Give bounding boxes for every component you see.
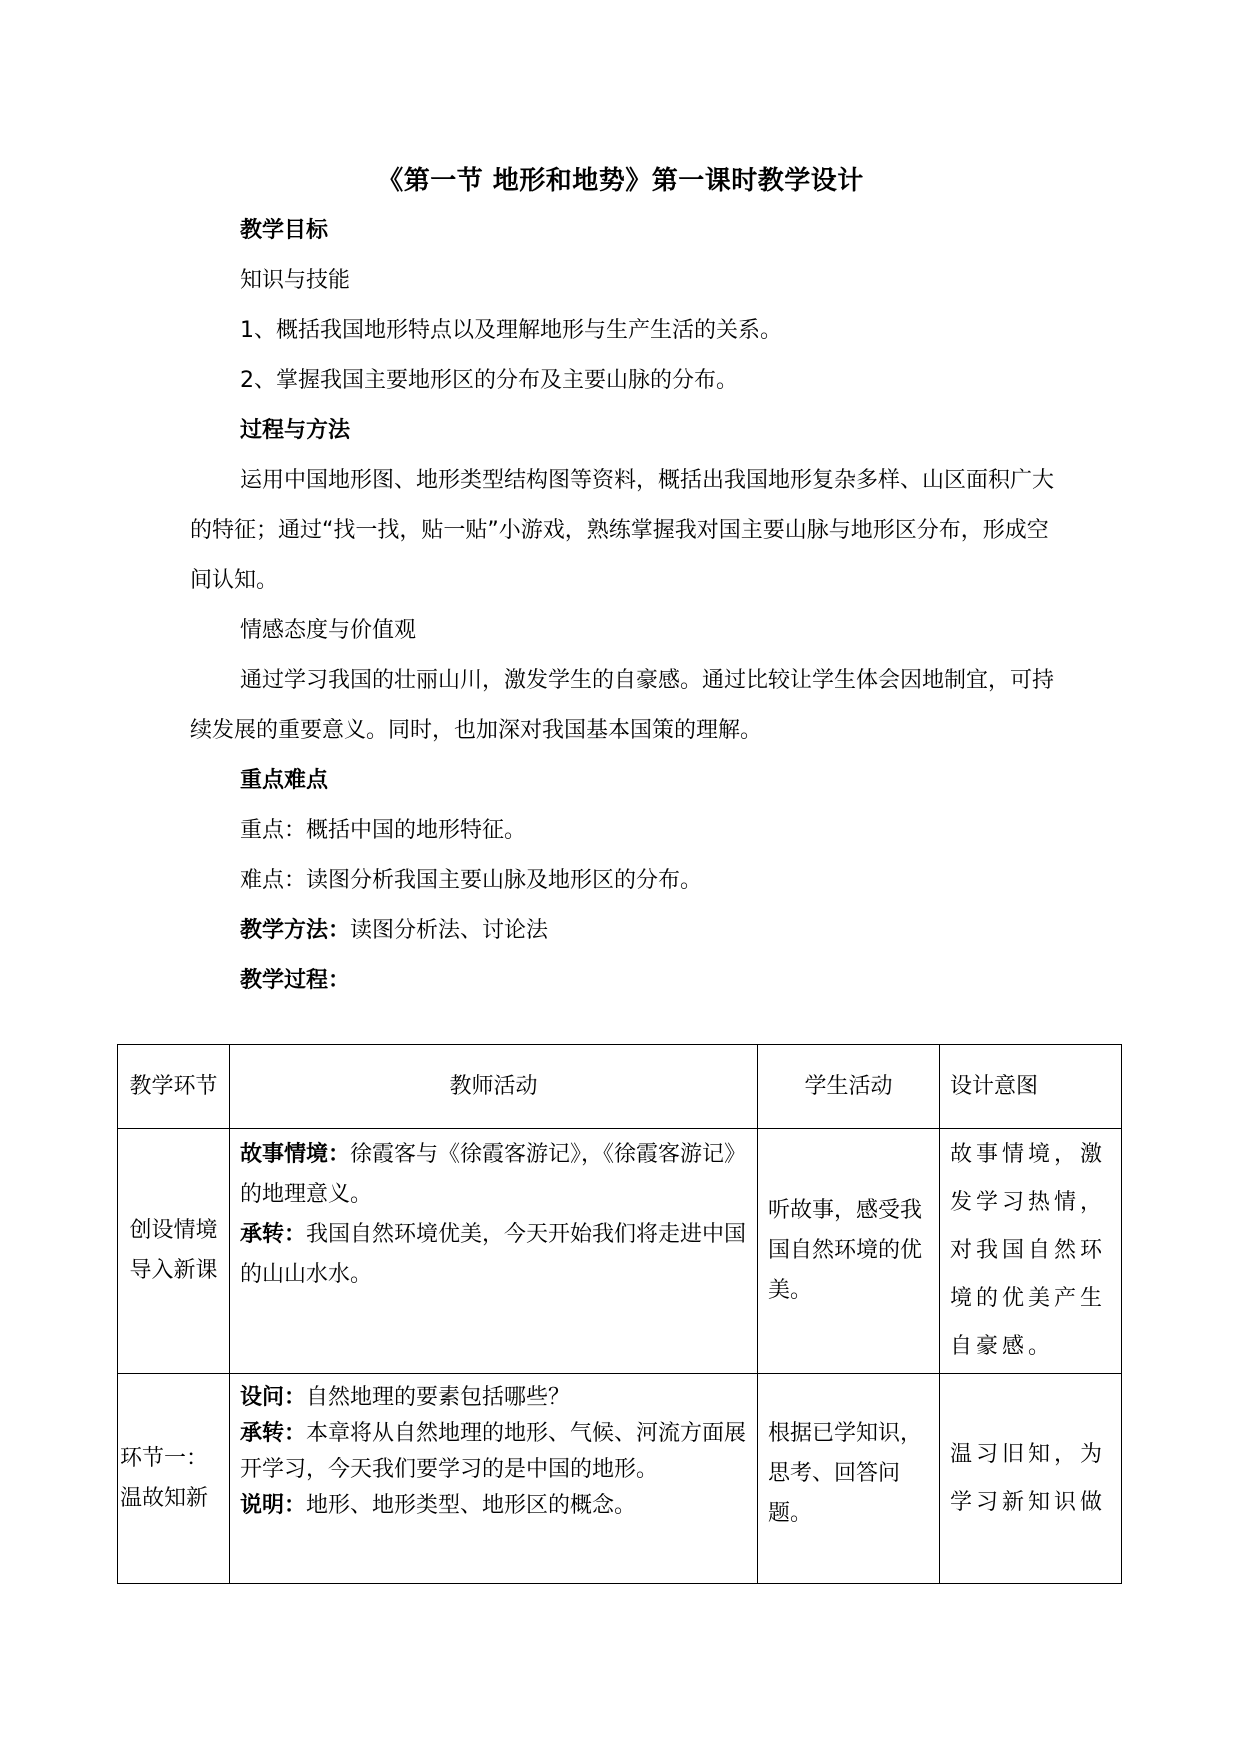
- student-activity-cell: 听故事，感受我国自然环境的优美。: [758, 1129, 940, 1374]
- document-title: 《第一节 地形和地势》第一课时教学设计: [377, 166, 864, 196]
- teacher-activity-item: [240, 1215, 747, 1295]
- activity-text: 本章将从自然地理的地形、气候、河流方面展开学习，今天我们要学习的是中国的地形。: [240, 1421, 747, 1482]
- teacher-activity-item: [240, 1488, 747, 1524]
- emotion-text: 通过学习我国的壮丽山川，激发学生的自豪感。通过比较让学生体会因地制宜，可持续发展的重要意义。同时，也加深对我国基本国策的理解。: [190, 668, 1055, 743]
- activity-label: 承转：: [240, 1222, 307, 1247]
- key-points-heading: 重点难点: [240, 768, 329, 793]
- knowledge-heading: 知识与技能: [240, 268, 351, 293]
- activity-text: 徐霞客与《徐霞客游记》，《徐霞客游记》的地理意义。: [240, 1142, 747, 1207]
- activity-label: 故事情境：: [240, 1142, 351, 1167]
- teacher-activity-item: [240, 1380, 747, 1416]
- teacher-activity-cell: [230, 1374, 758, 1584]
- activity-text: 自然地理的要素包括哪些？: [306, 1385, 571, 1410]
- method-value: 读图分析法、讨论法: [350, 918, 549, 943]
- design-intent-cell: 故事情境，激发学习热情，对我国自然环境的优美产生自豪感。: [940, 1129, 1122, 1374]
- teaching-method: [240, 916, 548, 946]
- activity-label: 说明：: [240, 1493, 307, 1518]
- header-intent: 设计意图: [940, 1045, 1122, 1129]
- header-teacher: 教师活动: [230, 1045, 758, 1129]
- objectives-heading: 教学目标: [240, 218, 329, 243]
- process-heading: 教学过程：: [240, 968, 351, 993]
- process-method-text: 运用中国地形图、地形类型结构图等资料，概括出我国地形复杂多样、山区面积广大的特征；通过“找一找，贴一贴”小游戏，熟练掌握我对国主要山脉与地形区分布，形成空间认知。: [190, 468, 1055, 593]
- header-stage: 教学环节: [118, 1045, 230, 1129]
- method-label: 教学方法：: [240, 918, 351, 943]
- teacher-activity-cell: [230, 1129, 758, 1374]
- process-method-heading: 过程与方法: [240, 418, 351, 443]
- stage-cell: 环节一：温故知新: [118, 1374, 230, 1584]
- activity-label: 设问：: [240, 1385, 307, 1410]
- teaching-process-table: [117, 1044, 1122, 1584]
- stage-cell: 创设情境导入新课: [118, 1129, 230, 1374]
- activity-text: 我国自然环境优美，今天开始我们将走进中国的山山水水。: [240, 1222, 747, 1287]
- emotion-heading: 情感态度与价值观: [240, 618, 417, 643]
- table-row: [118, 1129, 1122, 1374]
- design-intent-cell: 温习旧知，为学习新知识做: [940, 1374, 1122, 1584]
- teacher-activity-item: [240, 1135, 747, 1215]
- key-point: 重点：概括中国的地形特征。: [240, 818, 527, 843]
- table-row: [118, 1374, 1122, 1584]
- table-header-row: [118, 1045, 1122, 1129]
- knowledge-item: 1、概括我国地形特点以及理解地形与生产生活的关系。: [240, 318, 782, 343]
- activity-label: 承转：: [240, 1421, 307, 1446]
- activity-text: 地形、地形类型、地形区的概念。: [306, 1493, 637, 1518]
- header-student: 学生活动: [758, 1045, 940, 1129]
- teacher-activity-item: [240, 1416, 747, 1488]
- knowledge-item: 2、掌握我国主要地形区的分布及主要山脉的分布。: [240, 368, 738, 393]
- difficult-point: 难点：读图分析我国主要山脉及地形区的分布。: [240, 868, 703, 893]
- student-activity-cell: 根据已学知识，思考、回答问题。: [758, 1374, 940, 1584]
